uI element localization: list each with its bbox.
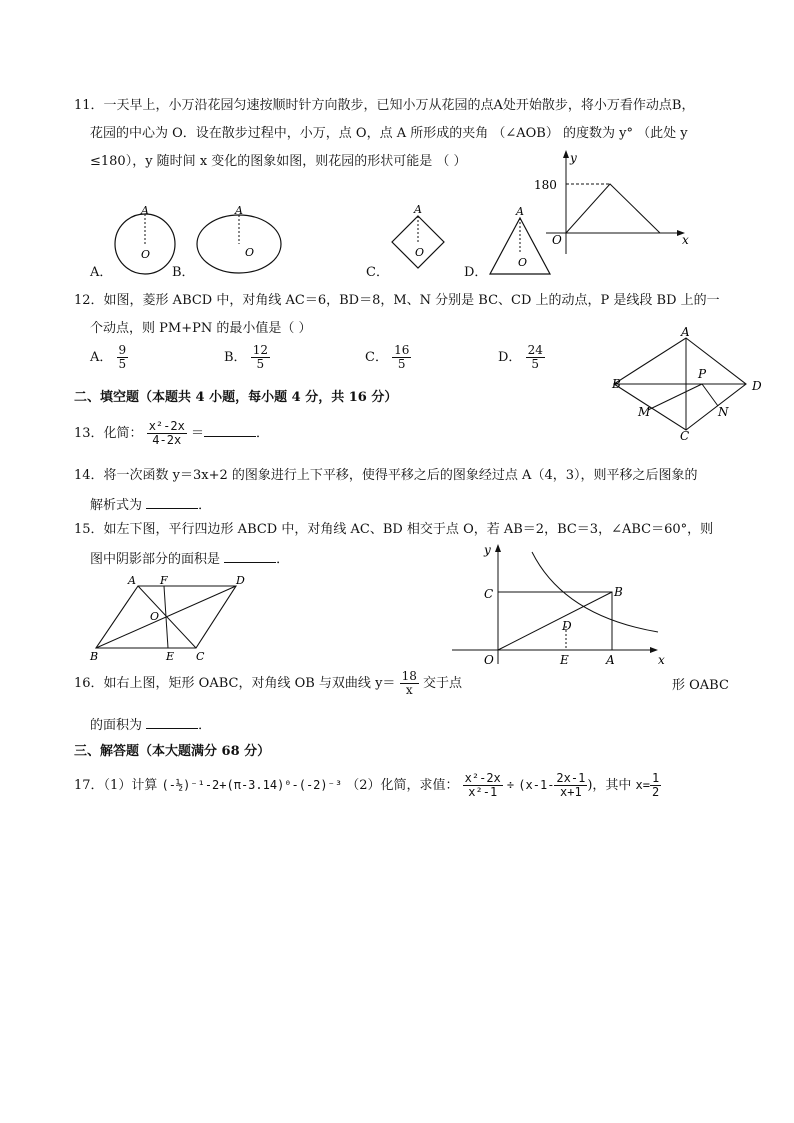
q12-option-d-label: D． — [498, 350, 522, 365]
q11-option-a-label: A． — [90, 265, 113, 280]
q17-xnum: 1 — [652, 771, 660, 785]
q11-d-point-a: A — [516, 205, 524, 218]
q13 — [74, 420, 269, 447]
q17-inner-den: x+1 — [560, 785, 582, 799]
q12-option-c-den: 5 — [397, 357, 406, 371]
q12-option-d-num: 24 — [527, 343, 543, 357]
q13-prefix: 13．化简： — [74, 426, 143, 441]
q16-den: x — [405, 683, 413, 697]
q15-fig-c: C — [196, 650, 205, 663]
q17-paren: (x-1- — [518, 778, 555, 792]
q16-fig-a: A — [606, 653, 615, 667]
q12-fig-m: M — [638, 405, 651, 419]
q11-c-point-o: O — [415, 246, 425, 259]
q16-occluded-strip — [500, 687, 670, 693]
q11-option-c-label: C． — [366, 265, 389, 280]
q12-fig-b: B — [612, 377, 621, 391]
q12-fig-c: C — [680, 429, 690, 442]
q17-part1: 17．（1）计算 — [74, 778, 158, 793]
q16-fig-d: D — [562, 619, 572, 633]
q12-option-a-den: 5 — [118, 357, 127, 371]
q17-expr1: (-½)⁻¹-2+(π-3.14)⁰-(-2)⁻³ — [161, 778, 343, 792]
q17-close: )，其中 — [587, 778, 632, 793]
section-2-title: 二、填空题（本题共 4 小题，每小题 4 分，共 16 分） — [74, 390, 398, 405]
q11-option-d-label: D． — [464, 265, 488, 280]
q11-option-b-ellipse — [192, 202, 286, 276]
q11-option-a-circle — [110, 204, 180, 276]
q11-graph-y-label: y — [570, 151, 577, 165]
q11-a-point-a: A — [141, 204, 149, 217]
q14-line2-wrap — [90, 496, 211, 514]
q13-answer-blank[interactable] — [204, 424, 256, 437]
q12-option-a — [90, 344, 128, 371]
q12-line1: 12．如图，菱形 ABCD 中，对角线 AC＝6，BD＝8，M、N 分别是 BC、CD 上的动点，P 是线段 BD 上的一 — [74, 293, 720, 308]
q12-fig-d: D — [752, 379, 762, 393]
q15-line2-wrap — [90, 550, 289, 568]
q16-fig-x: x — [658, 653, 665, 667]
q12-rhombus-figure — [606, 324, 770, 442]
q11-c-point-a: A — [414, 203, 422, 216]
q14-end: ． — [198, 498, 212, 513]
q17-xden: 2 — [652, 785, 660, 799]
q16-line2: 的面积为 — [90, 718, 143, 733]
q12-option-d — [498, 344, 545, 371]
q17-xval: x= — [635, 778, 650, 792]
q15-fig-f: F — [160, 574, 168, 587]
q12-option-b-label: B． — [224, 350, 247, 365]
q12-option-a-num: 9 — [118, 343, 127, 357]
q11-graph-x-label: x — [682, 233, 689, 247]
q12-fig-n: N — [718, 405, 729, 419]
q17-inner-num: 2x-1 — [556, 771, 586, 785]
q16-line2-wrap — [90, 716, 211, 734]
q15-line1: 15．如左下图，平行四边形 ABCD 中，对角线 AC、BD 相交于点 O，若 AB＝2，BC＝3，∠ABC＝60°，则 — [74, 522, 714, 537]
q12-option-b-num: 12 — [252, 343, 268, 357]
q15-line2: 图中阴影部分的面积是 — [90, 552, 221, 567]
q12-fig-a: A — [681, 325, 690, 339]
q17-mid: ÷ — [506, 778, 515, 792]
q11-graph-y-tick: 180 — [534, 178, 557, 192]
q11-line3: ≤180），y 随时间 x 变化的图象如图，则花园的形状可能是 （ ） — [90, 154, 467, 169]
q12-option-c-num: 16 — [394, 343, 410, 357]
q13-end: ． — [255, 426, 269, 441]
q12-option-a-label: A． — [90, 350, 113, 365]
q17-frac-num: x²-2x — [464, 771, 501, 785]
q15-answer-blank[interactable] — [224, 550, 276, 563]
q16-num: 18 — [401, 669, 417, 683]
q16-line1a: 16．如右上图，矩形 OABC，对角线 OB 与双曲线 y＝ — [74, 676, 396, 691]
q11-b-point-o: O — [245, 246, 255, 259]
q11-b-point-a: A — [235, 204, 243, 217]
q16-fig-b: B — [614, 585, 623, 599]
q11-graph-origin: O — [552, 233, 562, 247]
q15-fig-b: B — [90, 650, 99, 663]
q13-den: 4-2x — [152, 433, 182, 447]
q16-answer-blank[interactable] — [146, 716, 198, 729]
q11-option-d-triangle — [484, 202, 558, 278]
q13-num: x²-2x — [148, 419, 185, 433]
q11-line1: 11．一天早上，小万沿花园匀速按顺时针方向散步，已知小万从花园的点A处开始散步，将小万看作动点B， — [74, 98, 695, 113]
q14-line2: 解析式为 — [90, 498, 143, 513]
q15-fig-a: A — [128, 574, 136, 587]
q15-fig-e: E — [166, 650, 175, 663]
q16-fig-c: C — [484, 587, 494, 601]
q14-line1: 14．将一次函数 y＝3x+2 的图象进行上下平移，使得平移之后的图象经过点 A（4，3），则平移之后图象的 — [74, 468, 698, 483]
q11-d-point-o: O — [518, 256, 528, 269]
q14-answer-blank[interactable] — [146, 496, 198, 509]
q15-fig-o: O — [150, 610, 160, 623]
q12-option-d-den: 5 — [531, 357, 540, 371]
q15-parallelogram-figure — [86, 572, 256, 664]
q11-line2: 花园的中心为 O．设在散步过程中，小万，点 O，点 A 所形成的夹角 （∠AOB） 的度数为 y° （此处 y — [90, 126, 688, 141]
q12-option-c — [365, 344, 411, 371]
q16-fig-y: y — [484, 543, 491, 557]
q16-fig-e: E — [560, 653, 569, 667]
q16-graph-figure — [452, 540, 672, 670]
q11-a-point-o: O — [141, 248, 151, 261]
q16-line1c: 形 OABC — [672, 678, 729, 693]
q17-part2: （2）化简，求值： — [346, 778, 459, 793]
q12-line2: 个动点，则 PM+PN 的最小值是（ ） — [90, 321, 312, 336]
q13-eq: ＝ — [190, 426, 204, 441]
q12-option-b — [224, 344, 270, 371]
q16-end: ． — [198, 718, 212, 733]
q12-option-b-den: 5 — [256, 357, 265, 371]
q16-fig-o: O — [484, 653, 494, 667]
q15-end: ． — [276, 552, 290, 567]
q12-option-c-label: C． — [365, 350, 388, 365]
q17-frac-den: x²-1 — [468, 785, 498, 799]
q15-fig-d: D — [236, 574, 245, 587]
q16-line1b: 交于点 — [422, 676, 462, 691]
section-3-title: 三、解答题（本大题满分 68 分） — [74, 744, 271, 759]
q16-line1 — [74, 670, 462, 697]
q11-option-c-diamond — [384, 200, 454, 274]
q17 — [74, 772, 661, 799]
q12-fig-p: P — [698, 367, 707, 381]
q11-option-b-label: B． — [172, 265, 195, 280]
